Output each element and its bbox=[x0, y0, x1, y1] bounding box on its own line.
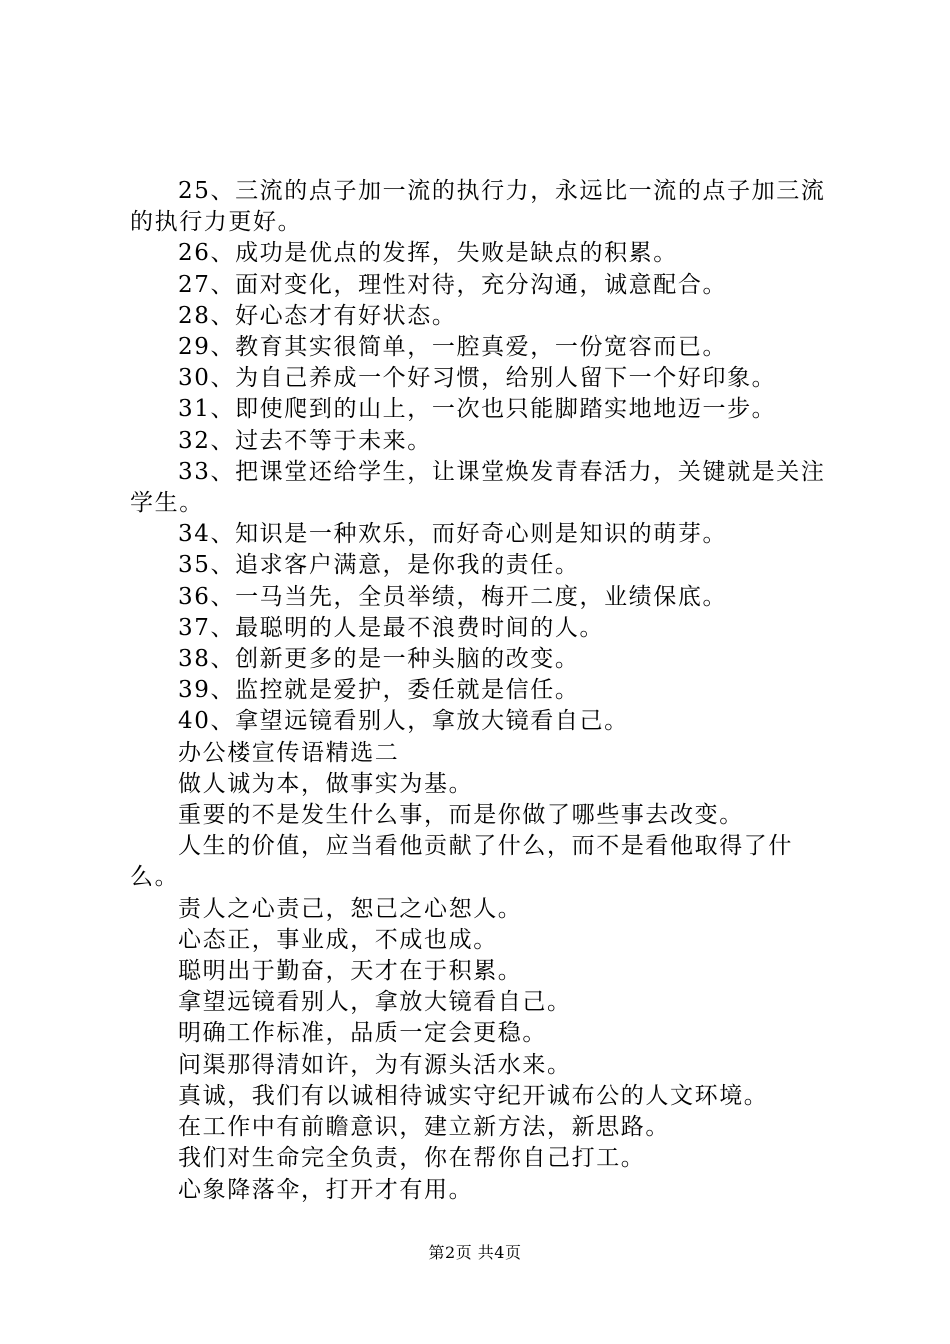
paragraph: 在工作中有前瞻意识，建立新方法，新思路。 bbox=[178, 1114, 670, 1141]
page-footer bbox=[0, 1243, 950, 1263]
paragraph: 心态正，事业成，不成也成。 bbox=[178, 926, 498, 953]
paragraph-31: 31、即使爬到的山上，一次也只能脚踏实地地迈一步。 bbox=[178, 396, 777, 423]
section-heading: 办公楼宣传语精选二 bbox=[178, 739, 400, 766]
paragraph-36: 36、一马当先，全员举绩，梅开二度，业绩保底。 bbox=[178, 583, 728, 610]
paragraph-29: 29、教育其实很简单，一腔真爱，一份宽容而已。 bbox=[178, 334, 728, 361]
paragraph-28: 28、好心态才有好状态。 bbox=[178, 302, 457, 329]
paragraph-27: 27、面对变化，理性对待，充分沟通，诚意配合。 bbox=[178, 271, 728, 298]
paragraph-33: 33、把课堂还给学生，让课堂焕发青春活力，关键就是关注学生。 bbox=[130, 458, 826, 517]
paragraph: 聪明出于勤奋，天才在于积累。 bbox=[178, 958, 523, 985]
paragraph-34: 34、知识是一种欢乐，而好奇心则是知识的萌芽。 bbox=[178, 521, 728, 548]
paragraph: 问渠那得清如许，为有源头活水来。 bbox=[178, 1051, 572, 1078]
paragraph: 拿望远镜看别人，拿放大镜看自己。 bbox=[178, 989, 572, 1016]
paragraph-26: 26、成功是优点的发挥，失败是缺点的积累。 bbox=[178, 240, 678, 267]
paragraph-35: 35、追求客户满意，是你我的责任。 bbox=[178, 552, 580, 579]
paragraph-32: 32、过去不等于未来。 bbox=[178, 427, 432, 454]
paragraph: 做人诚为本，做事实为基。 bbox=[178, 770, 474, 797]
paragraph-40: 40、拿望远镜看别人，拿放大镜看自己。 bbox=[178, 708, 629, 735]
paragraph-37: 37、最聪明的人是最不浪费时间的人。 bbox=[178, 614, 605, 641]
page-number: 第2页 共4页 bbox=[428, 1243, 522, 1262]
paragraph: 人生的价值，应当看他贡献了什么，而不是看他取得了什么。 bbox=[130, 833, 793, 891]
paragraph-30: 30、为自己养成一个好习惯，给别人留下一个好印象。 bbox=[178, 365, 777, 392]
paragraph: 明确工作标准，品质一定会更稳。 bbox=[178, 1020, 547, 1047]
paragraph-25: 25、三流的点子加一流的执行力，永远比一流的点子加三流的执行力更好。 bbox=[130, 178, 826, 236]
document-body bbox=[130, 176, 835, 1206]
paragraph: 责人之心责己，恕己之心恕人。 bbox=[178, 895, 523, 922]
paragraph: 心象降落伞，打开才有用。 bbox=[178, 1176, 474, 1203]
paragraph: 我们对生命完全负责，你在帮你自己打工。 bbox=[178, 1145, 646, 1172]
paragraph: 真诚，我们有以诚相待诚实守纪开诚布公的人文环境。 bbox=[178, 1082, 769, 1109]
paragraph-39: 39、监控就是爱护，委任就是信任。 bbox=[178, 677, 580, 704]
paragraph-38: 38、创新更多的是一种头脑的改变。 bbox=[178, 646, 580, 673]
paragraph: 重要的不是发生什么事，而是你做了哪些事去改变。 bbox=[178, 802, 744, 829]
